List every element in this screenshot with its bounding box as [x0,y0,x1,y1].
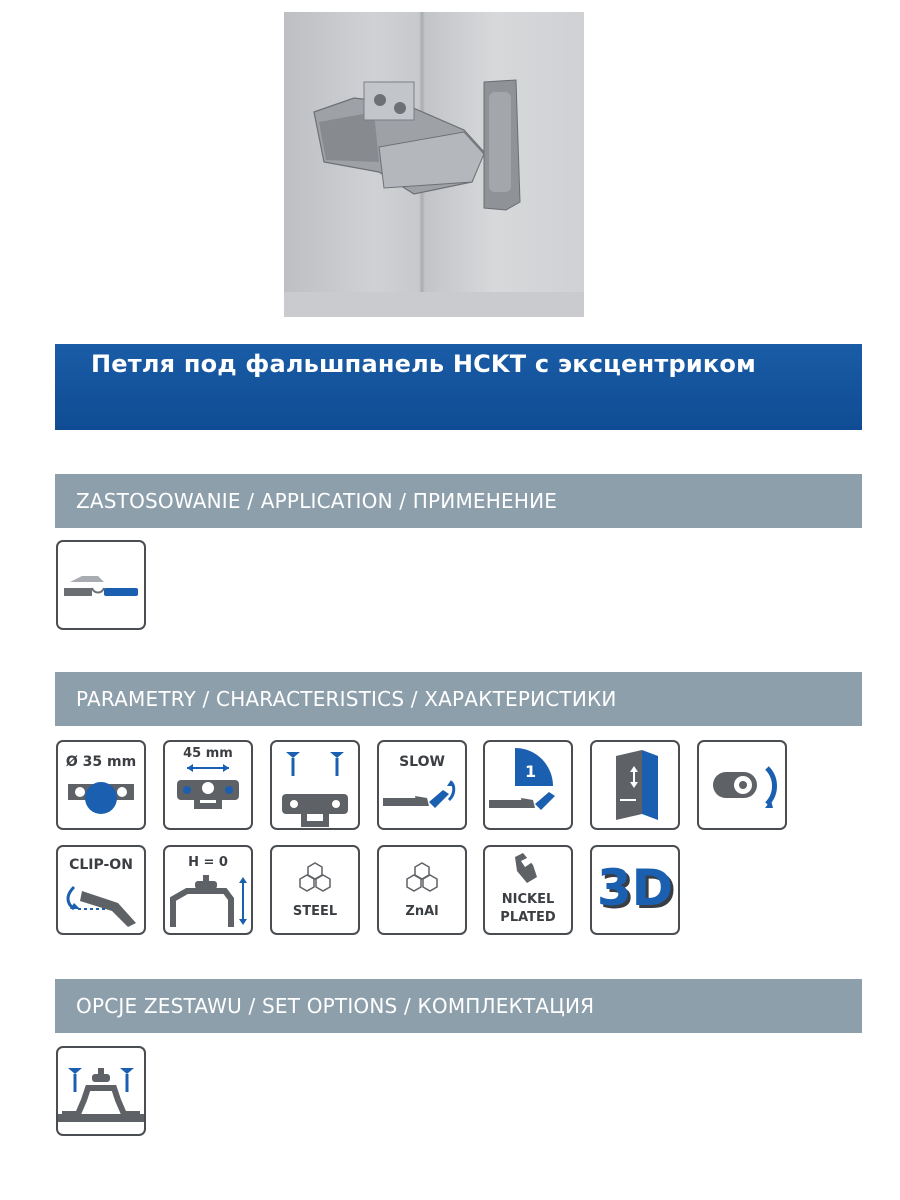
product-photo [284,12,584,317]
clip-on-icon [56,845,146,935]
section-header-set-options [55,979,862,1033]
clip-on-label: CLIP-ON [69,857,133,873]
steel-material-icon [270,845,360,935]
door-adjustment-icon [590,740,680,830]
steel-label: STEEL [292,904,338,919]
height-label: H = 0 [188,855,228,870]
section-title: OPCJE ZESTAWU / SET OPTIONS / КОМПЛЕКТАЦИЯ [76,994,595,1018]
nickel-label-line2: PLATED [500,910,556,925]
section-title: PARAMETRY / CHARACTERISTICS / ХАРАКТЕРИСТИКИ [76,687,617,711]
3d-adjustment-icon [590,845,680,935]
soft-close-label: SLOW [399,754,445,770]
cup-diameter-icon [56,740,146,830]
znal-material-icon [377,845,467,935]
section-title: ZASTOSOWANIE / APPLICATION / ПРИМЕНЕНИЕ [76,489,558,513]
nickel-label-line1: NICKEL [501,892,555,907]
screw-on-plate-icon [270,740,360,830]
title-banner [55,344,862,430]
eccentric-adjust-icon [697,740,787,830]
plate-spacing-icon [163,740,253,830]
nickel-plated-icon [483,845,573,935]
overlay-application-icon [56,540,146,630]
section-header-application [55,474,862,528]
plate-spacing-label: 45 mm [183,746,233,761]
section-header-characteristics [55,672,862,726]
soft-close-icon [377,740,467,830]
opening-angle-label: 1 [525,762,537,781]
page-title: Петля под фальшпанель HCKT с эксцентриком [91,350,756,378]
cup-diameter-label: Ø 35 mm [65,754,137,770]
3d-label: 3D [596,859,674,917]
opening-angle-icon [483,740,573,830]
znal-label: ZnAl [405,904,439,919]
height-zero-icon [163,845,253,935]
screw-mount-plate-option-icon [56,1046,146,1136]
